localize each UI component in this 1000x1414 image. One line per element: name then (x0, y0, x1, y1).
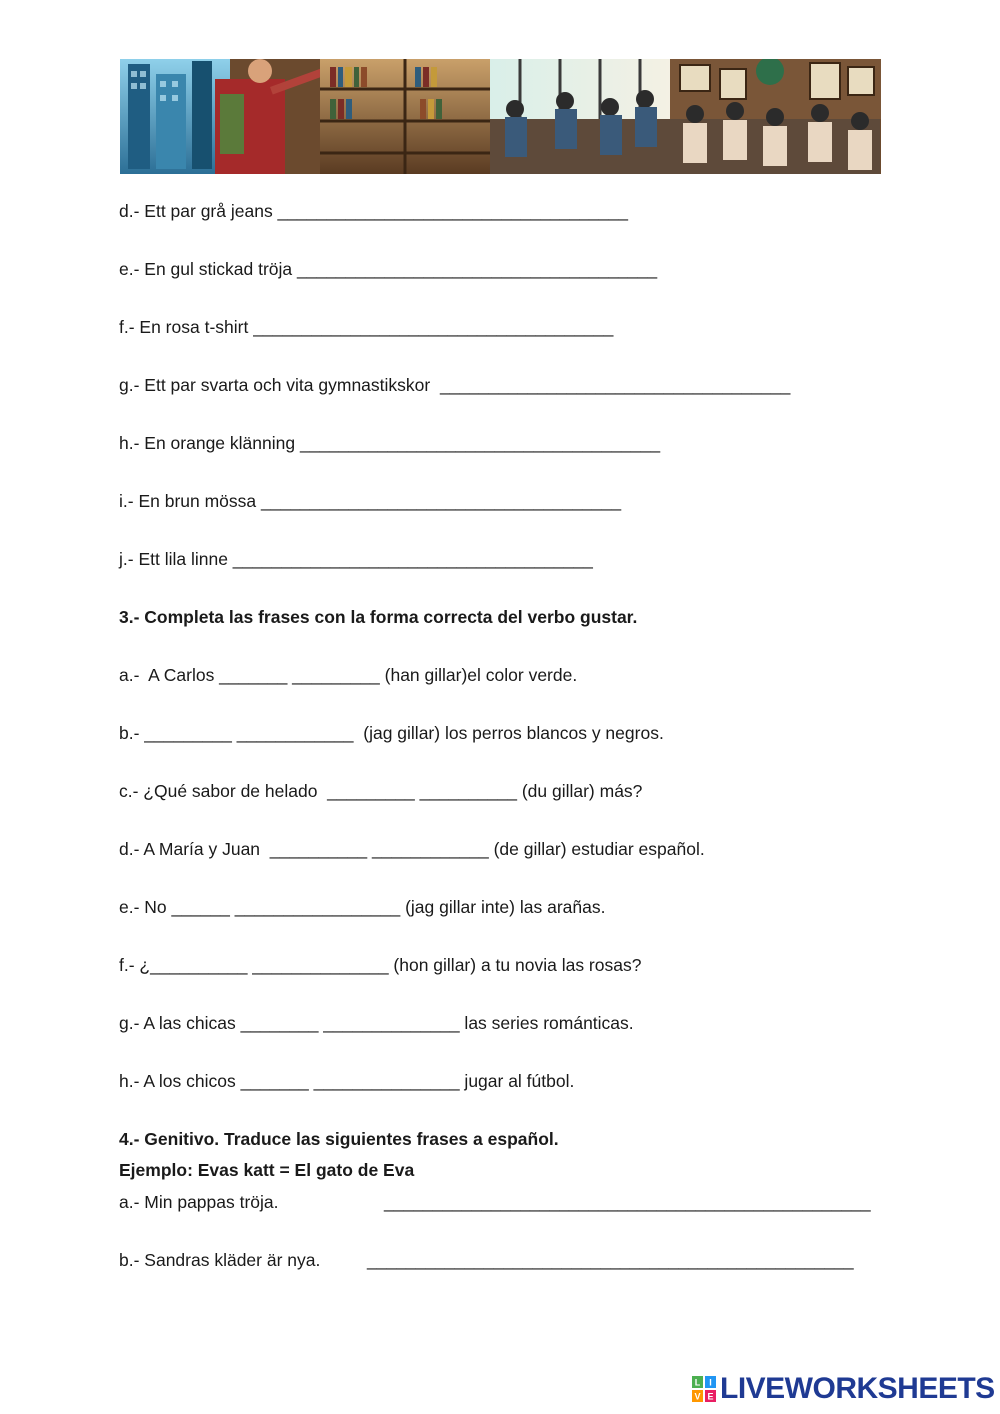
exercise-3-title: 3.- Completa las frases con la forma correcta del verbo gustar. (119, 607, 638, 627)
classroom-banner-image (120, 59, 881, 174)
item-2f: f.- En rosa t-shirt _____________________________________ (119, 317, 614, 337)
item-4a-answer-line[interactable]: __________________________________________________ (384, 1192, 871, 1212)
item-3a: a.- A Carlos _______ _________ (han gillar)el color verde. (119, 665, 578, 685)
item-2h: h.- En orange klänning _____________________________________ (119, 433, 661, 453)
liveworksheets-logo (692, 1372, 995, 1406)
item-4b-answer-line[interactable]: __________________________________________________ (367, 1250, 854, 1270)
item-3c: c.- ¿Qué sabor de helado _________ __________ (du gillar) más? (119, 781, 643, 801)
item-3d: d.- A María y Juan __________ ____________ (de gillar) estudiar español. (119, 839, 705, 859)
exercise-4-title: 4.- Genitivo. Traduce las siguientes frases a español. (119, 1129, 559, 1149)
item-2j: j.- Ett lila linne _____________________________________ (119, 549, 593, 569)
liveworksheets-logo-icon (692, 1376, 716, 1402)
item-3g: g.- A las chicas ________ ______________ las series románticas. (119, 1013, 634, 1033)
item-3h: h.- A los chicos _______ _______________ jugar al fútbol. (119, 1071, 575, 1091)
item-3f: f.- ¿__________ ______________ (hon gillar) a tu novia las rosas? (119, 955, 642, 975)
logo-letter-i: I (709, 1377, 712, 1388)
item-2g: g.- Ett par svarta och vita gymnastikskor ____________________________________ (119, 375, 791, 395)
item-3e: e.- No ______ _________________ (jag gillar inte) las arañas. (119, 897, 606, 917)
exercise-4-example: Ejemplo: Evas katt = El gato de Eva (119, 1160, 415, 1180)
item-4b-label: b.- Sandras kläder är nya. (119, 1250, 321, 1270)
logo-letter-v: V (694, 1391, 701, 1402)
item-2d: d.- Ett par grå jeans ____________________________________ (119, 201, 628, 221)
liveworksheets-brand-text: LIVEWORKSHEETS (720, 1372, 995, 1405)
item-2i: i.- En brun mössa _____________________________________ (119, 491, 622, 511)
logo-letter-e: E (707, 1391, 714, 1402)
item-3b: b.- _________ ____________ (jag gillar) los perros blancos y negros. (119, 723, 664, 743)
logo-letter-l: L (694, 1377, 701, 1388)
item-2e: e.- En gul stickad tröja _____________________________________ (119, 259, 658, 279)
item-4a-label: a.- Min pappas tröja. (119, 1192, 279, 1212)
